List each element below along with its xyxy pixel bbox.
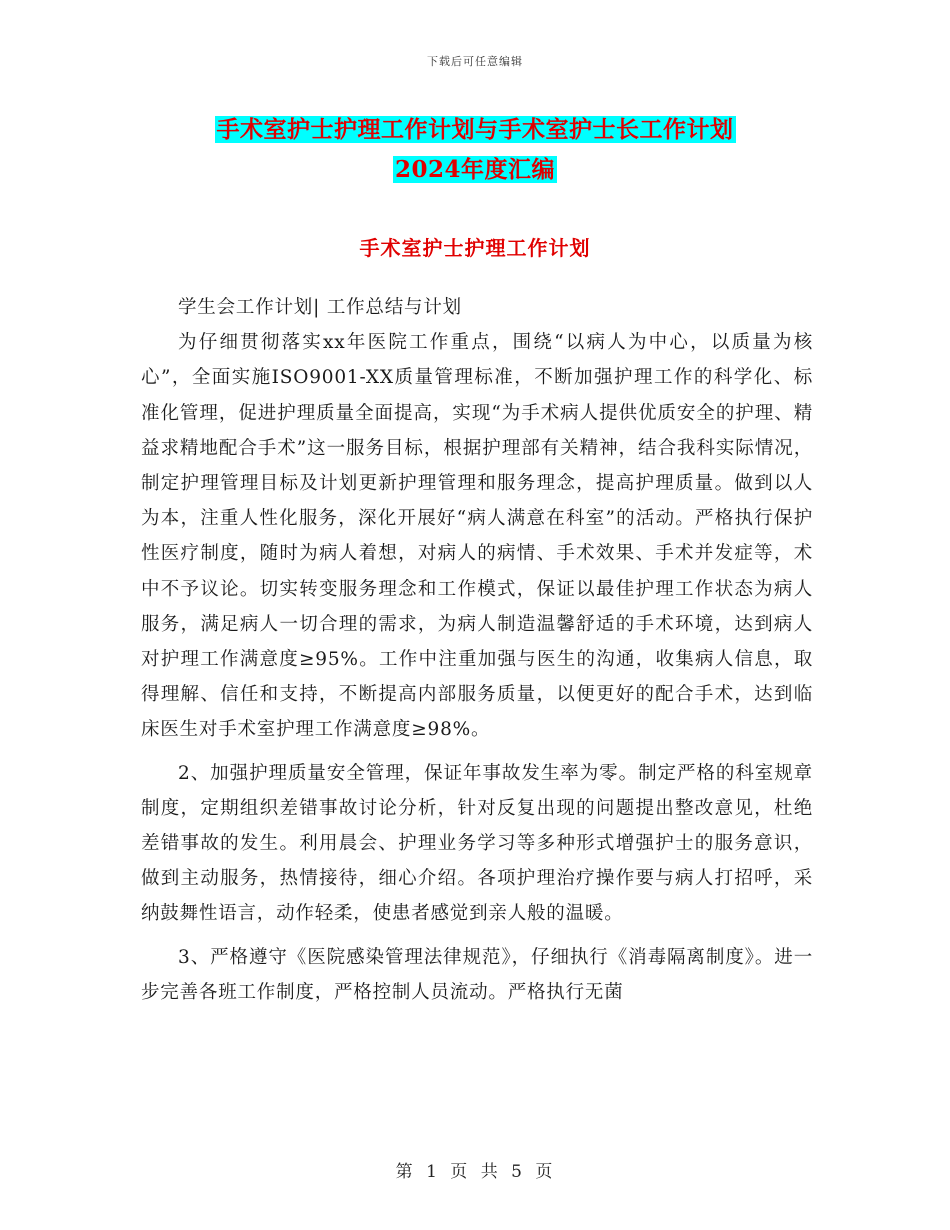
- document-title-line-2: [0, 150, 950, 190]
- document-title-line-1: [0, 110, 950, 150]
- paragraph: 2、加强护理质量安全管理，保证年事故发生率为零。制定严格的科室规章制度，定期组织差错事故讨论分析，针对反复出现的问题提出整改意见，杜绝差错事故的发生。利用晨会、护理业务学习等多种形式增强护士的服务意识，做到主动服务，热情接待，细心介绍。各项护理治疗操作要与病人打招呼，采纳鼓舞性语言，动作轻柔，使患者感觉到亲人般的温暖。: [141, 762, 813, 925]
- paragraph: 学生会工作计划| 工作总结与计划: [178, 297, 462, 318]
- header-note: 下载后可任意编辑: [427, 55, 523, 68]
- document-title-line-1-text: 手术室护士护理工作计划与手术室护士长工作计划: [216, 116, 734, 143]
- section-title: 手术室护士护理工作计划: [359, 236, 591, 260]
- document-title: [0, 110, 950, 190]
- paragraph: 3、严格遵守《医院感染管理法律规范》，仔细执行《消毒隔离制度》。进一步完善各班工作制度，严格控制人员流动。严格执行无菌: [141, 946, 813, 1003]
- page-footer: 第 1 页 共 5 页: [395, 1162, 555, 1182]
- paragraph: 为仔细贯彻落实xx年医院工作重点，围绕“以病人为中心，以质量为核心”，全面实施ISO9001-XX质量管理标准，不断加强护理工作的科学化、标准化管理，促进护理质量全面提高，实现“为手术病人提供优质安全的护理、精益求精地配合手术”这一服务目标，根据护理部有关精神，结合我科实际情况，制定护理管理目标及计划更新护理管理和服务理念，提高护理质量。做到以人为本，注重人性化服务，深化开展好“病人满意在科室”的活动。严格执行保护性医疗制度，随时为病人着想，对病人的病情、手术效果、手术并发症等，术中不予议论。切实转变服务理念和工作模式，保证以最佳护理工作状态为病人服务，满足病人一切合理的需求，为病人制造温馨舒适的手术环境，达到病人对护理工作满意度≥95%。工作中注重加强与医生的沟通，收集病人信息，取得理解、信任和支持，不断提高内部服务质量，以便更好的配合手术，达到临床医生对手术室护理工作满意度≥98%。: [141, 332, 813, 741]
- document-title-line-2-text: 2024年度汇编: [394, 156, 555, 183]
- document-body: [141, 290, 813, 1010]
